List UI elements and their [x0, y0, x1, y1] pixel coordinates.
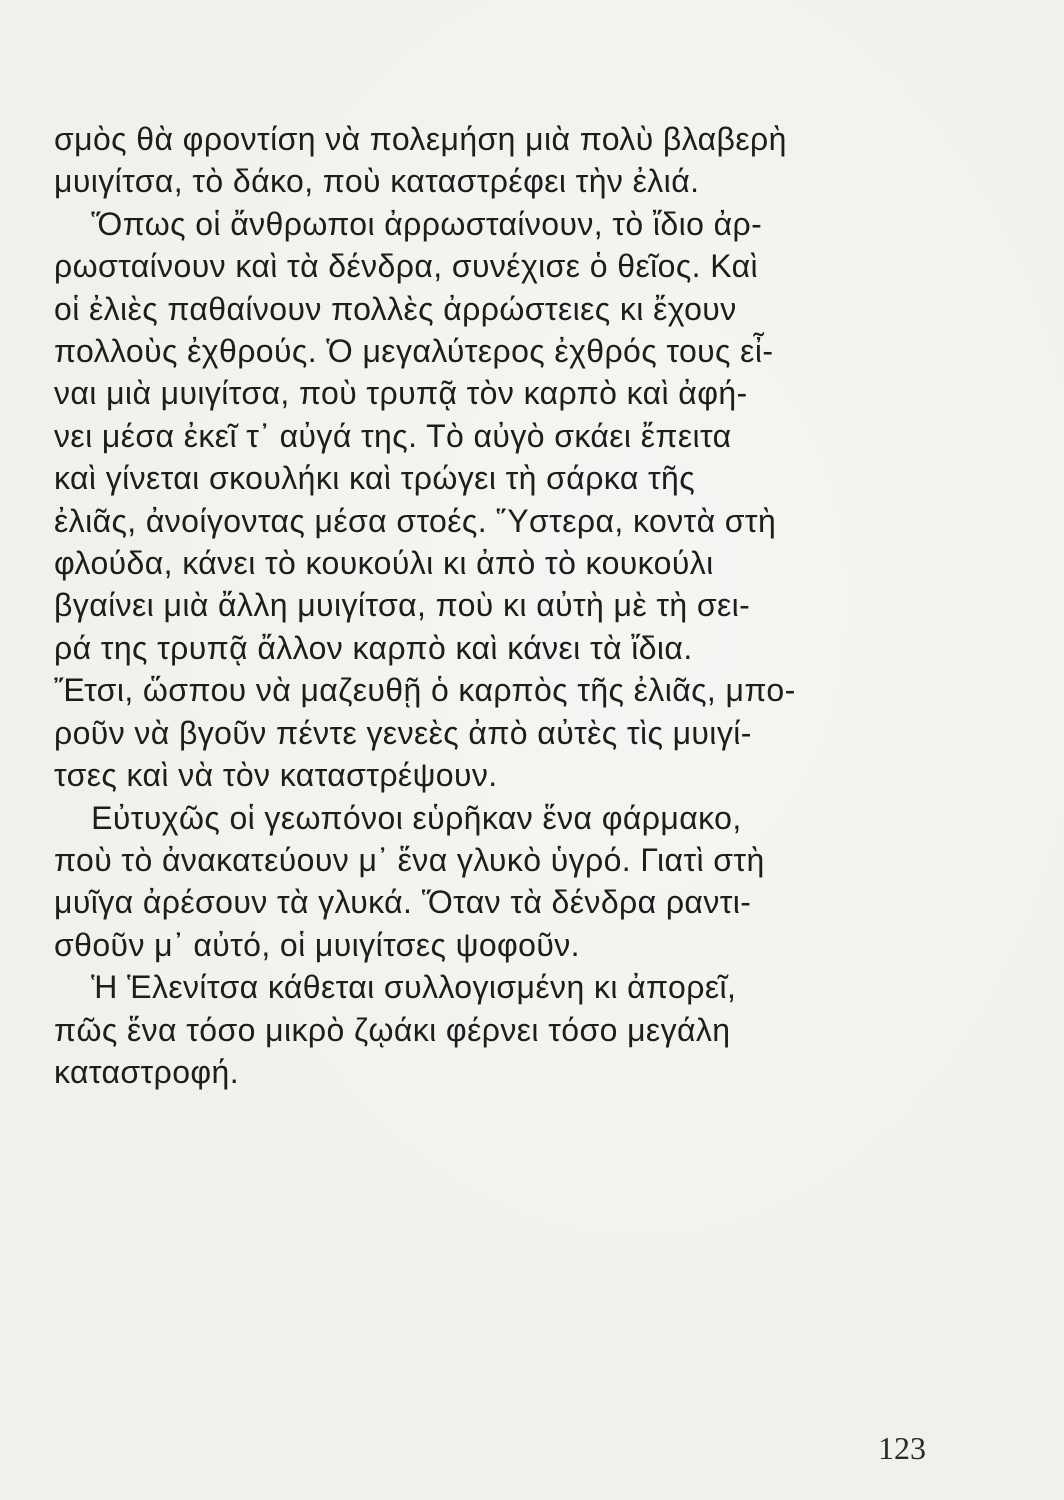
text-line: Ὅπως οἱ ἄνθρωποι ἀρρωσταίνουν, τὸ ἴδιο ἀρ-	[54, 205, 763, 242]
text-line: ρωσταίνουν καὶ τὰ δένδρα, συνέχισε ὁ θεῖος. Καὶ	[54, 248, 758, 285]
text-line: φλούδα, κάνει τὸ κουκούλι κι ἀπὸ τὸ κουκούλι	[54, 545, 714, 582]
text-line: καὶ γίνεται σκουλήκι καὶ τρώγει τὴ σάρκα τῆς	[54, 460, 696, 497]
text-line: βγαίνει μιὰ ἄλλη μυιγίτσα, ποὺ κι αὐτὴ μὲ τὴ σει-	[54, 587, 751, 624]
text-line: οἱ ἐλιὲς παθαίνουν πολλὲς ἀρρώστειες κι ἔχουν	[54, 290, 737, 327]
text-line: Εὐτυχῶς οἱ γεωπόνοι εὑρῆκαν ἕνα φάρμακο,	[54, 799, 742, 836]
text-line: σθοῦν μ᾽ αὐτό, οἱ μυιγίτσες ψοφοῦν.	[54, 926, 580, 963]
text-line: ποὺ τὸ ἀνακατεύουν μ᾽ ἕνα γλυκὸ ὑγρό. Γιατὶ στὴ	[54, 841, 765, 878]
text-line: τσες καὶ νὰ τὸν καταστρέψουν.	[54, 757, 498, 794]
text-line: Ἔτσι, ὥσπου νὰ μαζευθῇ ὁ καρπὸς τῆς ἐλιᾶς, μπο-	[54, 672, 796, 709]
text-line: ροῦν νὰ βγοῦν πέντε γενεὲς ἀπὸ αὐτὲς τὶς μυιγί-	[54, 714, 752, 751]
text-line: σμὸς θὰ φροντίση νὰ πολεμήση μιὰ πολὺ βλαβερὴ	[54, 121, 787, 157]
text-line: μυιγίτσα, τὸ δάκο, ποὺ καταστρέφει τὴν ἐλιά.	[54, 163, 700, 200]
text-line: νει μέσα ἐκεῖ τ᾽ αὐγά της. Τὸ αὐγὸ σκάει ἔπειτα	[54, 417, 732, 454]
text-line: ρά της τρυπᾷ ἄλλον καρπὸ καὶ κάνει τὰ ἴδια.	[54, 629, 693, 666]
text-line: πολλοὺς ἐχθρούς. Ὁ μεγαλύτερος ἐχθρός τους εἶ-	[54, 333, 774, 370]
body-text	[54, 118, 924, 1093]
text-line: ναι μιὰ μυιγίτσα, ποὺ τρυπᾷ τὸν καρπὸ καὶ ἀφή-	[54, 375, 748, 412]
text-line: Ἡ Ἑλενίτσα κάθεται συλλογισμένη κι ἀπορεῖ,	[54, 969, 737, 1006]
text-line: ἐλιᾶς, ἀνοίγοντας μέσα στοές. Ὕστερα, κοντὰ στὴ	[54, 502, 777, 539]
text-line: πῶς ἕνα τόσο μικρὸ ζῳάκι φέρνει τόσο μεγάλη	[54, 1011, 731, 1048]
page-number: 123	[878, 1430, 926, 1466]
text-line: μυῖγα ἀρέσουν τὰ γλυκά. Ὅταν τὰ δένδρα ραντι-	[54, 884, 752, 921]
text-line: καταστροφή.	[54, 1053, 240, 1090]
